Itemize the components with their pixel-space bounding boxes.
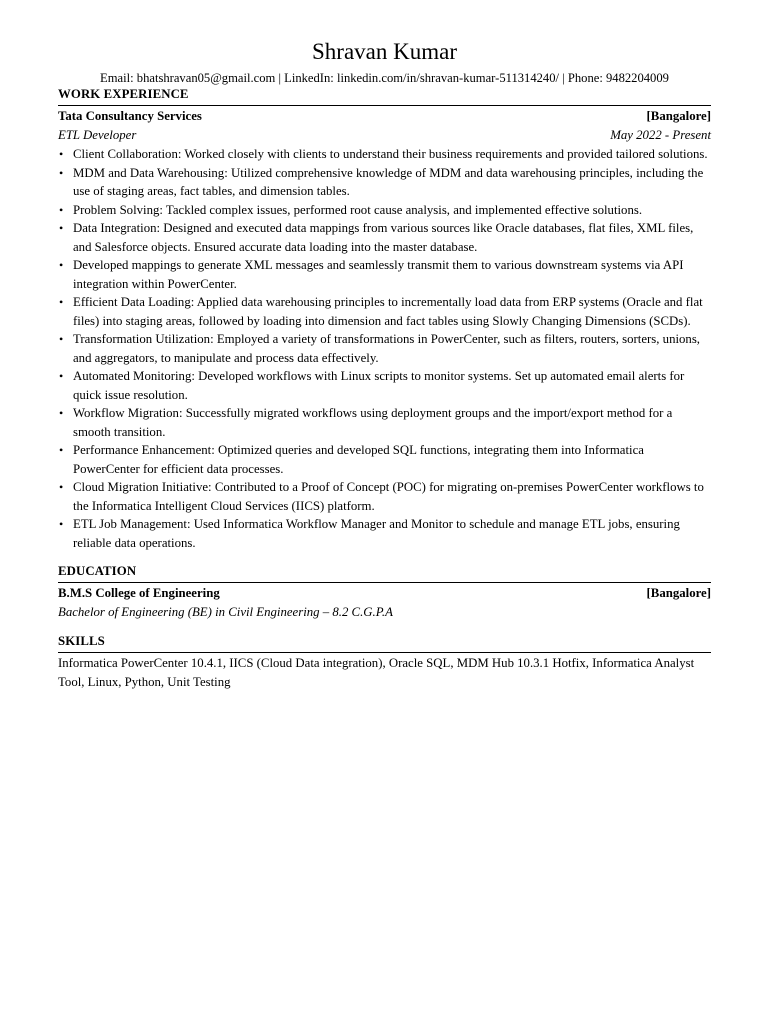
- list-item: • Performance Enhancement: Optimized queries and developed SQL functions, integrating them into Informatica PowerCenter for efficient data processes.: [59, 443, 644, 476]
- company-location: [Bangalore]: [646, 109, 711, 123]
- school-location: [Bangalore]: [646, 586, 711, 600]
- bullet-icon: •: [59, 369, 64, 383]
- education-heading: EDUCATION: [58, 564, 711, 583]
- bullet-icon: •: [59, 406, 64, 420]
- skills-text: Informatica PowerCenter 10.4.1, IICS (Cloud Data integration), Oracle SQL, MDM Hub 10.3.1 Hotfix, Informatica Analyst Tool, Linux, Python, Unit Testing: [58, 656, 695, 689]
- list-item: • Problem Solving: Tackled complex issues, performed root cause analysis, and implemented effective solutions.: [58, 201, 711, 220]
- work-bullet-list: [58, 145, 711, 552]
- education-school-row: [58, 584, 711, 603]
- school-name: B.M.S College of Engineering: [58, 586, 220, 600]
- work-role-row: [58, 126, 711, 145]
- list-item: • MDM and Data Warehousing: Utilized comprehensive knowledge of MDM and data warehousing principles, including the use of staging areas, fact tables, and dimension tables.: [59, 165, 704, 198]
- contact-line: Email: bhatshravan05@gmail.com | LinkedIn: linkedin.com/in/shravan-kumar-511314240/ | Phone: 9482204009: [100, 71, 669, 85]
- bullet-icon: •: [59, 258, 64, 272]
- bullet-icon: •: [59, 332, 64, 346]
- list-item: • Client Collaboration: Worked closely with clients to understand their business requirements and provided tailored solutions.: [58, 145, 711, 164]
- bullet-icon: •: [59, 480, 64, 494]
- work-experience-heading: WORK EXPERIENCE: [58, 87, 711, 106]
- bullet-icon: •: [59, 165, 64, 180]
- resume-page: [58, 38, 711, 692]
- list-item: • Workflow Migration: Successfully migrated workflows using deployment groups and the import/export method for a smooth transition.: [59, 406, 673, 439]
- bullet-icon: •: [59, 221, 64, 235]
- bullet-icon: •: [59, 443, 64, 457]
- job-title: ETL Developer: [58, 128, 137, 142]
- job-dates: May 2022 - Present: [610, 128, 711, 142]
- list-item: • Efficient Data Loading: Applied data warehousing principles to incrementally load data from ERP systems (Oracle and flat files) into staging areas, followed by loading into dimension and fact tables using Slowly Changing Dimensions (SCDs).: [59, 295, 703, 328]
- skills-heading: SKILLS: [58, 634, 711, 653]
- bullet-icon: •: [59, 147, 64, 161]
- list-item: • Transformation Utilization: Employed a variety of transformations in PowerCenter, such as filters, routers, sorters, unions, and aggregators, to manipulate and process data effectively.: [59, 332, 701, 365]
- degree: Bachelor of Engineering (BE) in Civil Engineering – 8.2 C.G.P.A: [58, 605, 393, 619]
- education-degree-row: [58, 603, 711, 622]
- list-item: • ETL Job Management: Used Informatica Workflow Manager and Monitor to schedule and manage ETL jobs, ensuring reliable data operations.: [59, 517, 680, 550]
- list-item: • Data Integration: Designed and executed data mappings from various sources like Oracle databases, flat files, XML files, and Salesforce objects. Ensured accurate data loading into the master database.: [59, 221, 694, 254]
- list-item: • Cloud Migration Initiative: Contributed to a Proof of Concept (POC) for migrating on-premises PowerCenter workflows to the Informatica Intelligent Cloud Services (IICS) platform.: [59, 480, 704, 513]
- bullet-icon: •: [59, 517, 64, 531]
- company-name: Tata Consultancy Services: [58, 109, 202, 123]
- list-item: • Developed mappings to generate XML messages and seamlessly transmit them to various downstream systems via API integration within PowerCenter.: [59, 258, 684, 291]
- candidate-name: Shravan Kumar: [312, 39, 457, 64]
- bullet-icon: •: [59, 202, 64, 217]
- bullet-icon: •: [59, 295, 64, 309]
- list-item: • Automated Monitoring: Developed workflows with Linux scripts to monitor systems. Set up automated email alerts for quick issue resolution.: [59, 369, 685, 402]
- work-company-row: [58, 107, 711, 126]
